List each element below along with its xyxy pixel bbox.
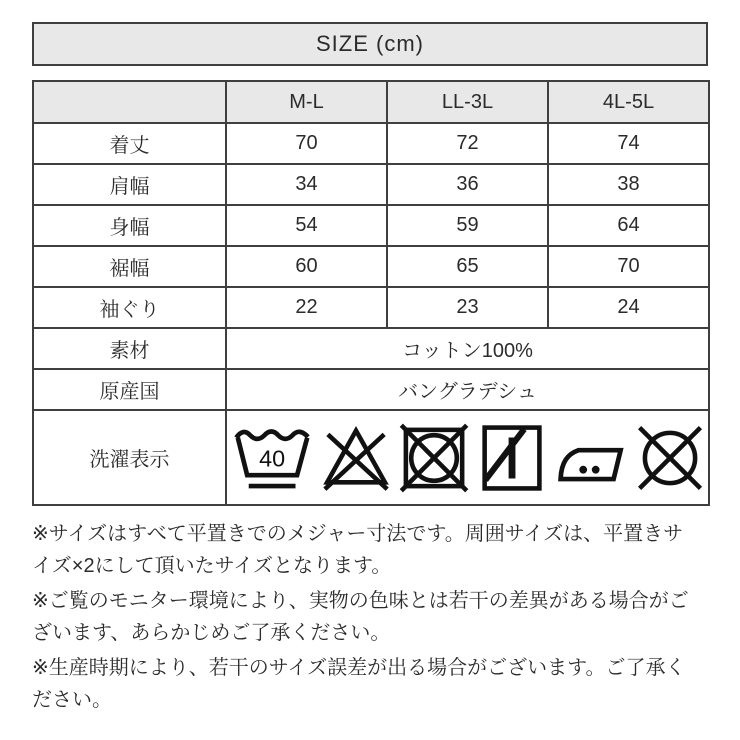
table-row-shoulder — [33, 164, 709, 205]
note-monitor-color: ※ご覧のモニター環境により、実物の色味とは若干の差異がある場合がございます、あらかじめご了承ください。 — [32, 589, 689, 645]
row-label: 原産国 — [33, 369, 226, 410]
row-label: 洗濯表示 — [33, 410, 226, 505]
table-row-length — [33, 123, 709, 164]
shade-line-dry-icon — [474, 418, 550, 498]
table-row-care — [33, 410, 709, 505]
column-header-ml: M-L — [226, 81, 387, 123]
material-value-cell: コットン100% — [226, 328, 709, 369]
size-value-cell: 36 — [387, 164, 548, 205]
row-label: 袖ぐり — [33, 287, 226, 328]
size-value-cell: 23 — [387, 287, 548, 328]
size-value-cell: 70 — [548, 246, 709, 287]
size-value-cell: 22 — [226, 287, 387, 328]
size-value-cell: 70 — [226, 123, 387, 164]
no-bleach-icon — [318, 418, 394, 498]
no-dry-clean-icon — [632, 418, 708, 498]
row-label: 素材 — [33, 328, 226, 369]
note-measurement: ※サイズはすべて平置きでのメジャー寸法です。周囲サイズは、平置きサイズ×2にして頂いたサイズとなります。 — [32, 523, 684, 578]
row-label: 肩幅 — [33, 164, 226, 205]
care-symbols — [227, 418, 708, 498]
size-chart-title: SIZE (cm) — [32, 22, 708, 66]
size-value-cell: 24 — [548, 287, 709, 328]
origin-value-cell: バングラデシュ — [226, 369, 709, 410]
table-row-armhole — [33, 287, 709, 328]
row-label: 着丈 — [33, 123, 226, 164]
size-value-cell: 60 — [226, 246, 387, 287]
wash-temp-label: 40 — [259, 445, 286, 472]
corner-cell — [33, 81, 226, 123]
note-size-tolerance: ※生産時期により、若干のサイズ誤差が出る場合がございます。ご了承ください。 — [32, 656, 686, 711]
care-symbols-cell — [226, 410, 709, 505]
size-value-cell: 72 — [387, 123, 548, 164]
table-row-material — [33, 328, 709, 369]
wash-40-mild-icon — [230, 418, 316, 498]
size-value-cell: 64 — [548, 205, 709, 246]
size-value-cell: 74 — [548, 123, 709, 164]
row-label: 裾幅 — [33, 246, 226, 287]
row-label: 身幅 — [33, 205, 226, 246]
no-tumble-dry-icon — [396, 418, 472, 498]
footnotes — [32, 506, 692, 716]
size-value-cell: 65 — [387, 246, 548, 287]
size-table-header-row — [33, 81, 709, 123]
column-header-4l5l: 4L-5L — [548, 81, 709, 123]
size-value-cell: 54 — [226, 205, 387, 246]
size-value-cell: 59 — [387, 205, 548, 246]
column-header-ll3l: LL-3L — [387, 81, 548, 123]
size-table — [32, 80, 710, 506]
table-row-body-width — [33, 205, 709, 246]
table-row-hem-width — [33, 246, 709, 287]
iron-medium-icon — [552, 418, 630, 498]
size-value-cell: 34 — [226, 164, 387, 205]
size-value-cell: 38 — [548, 164, 709, 205]
table-row-origin — [33, 369, 709, 410]
